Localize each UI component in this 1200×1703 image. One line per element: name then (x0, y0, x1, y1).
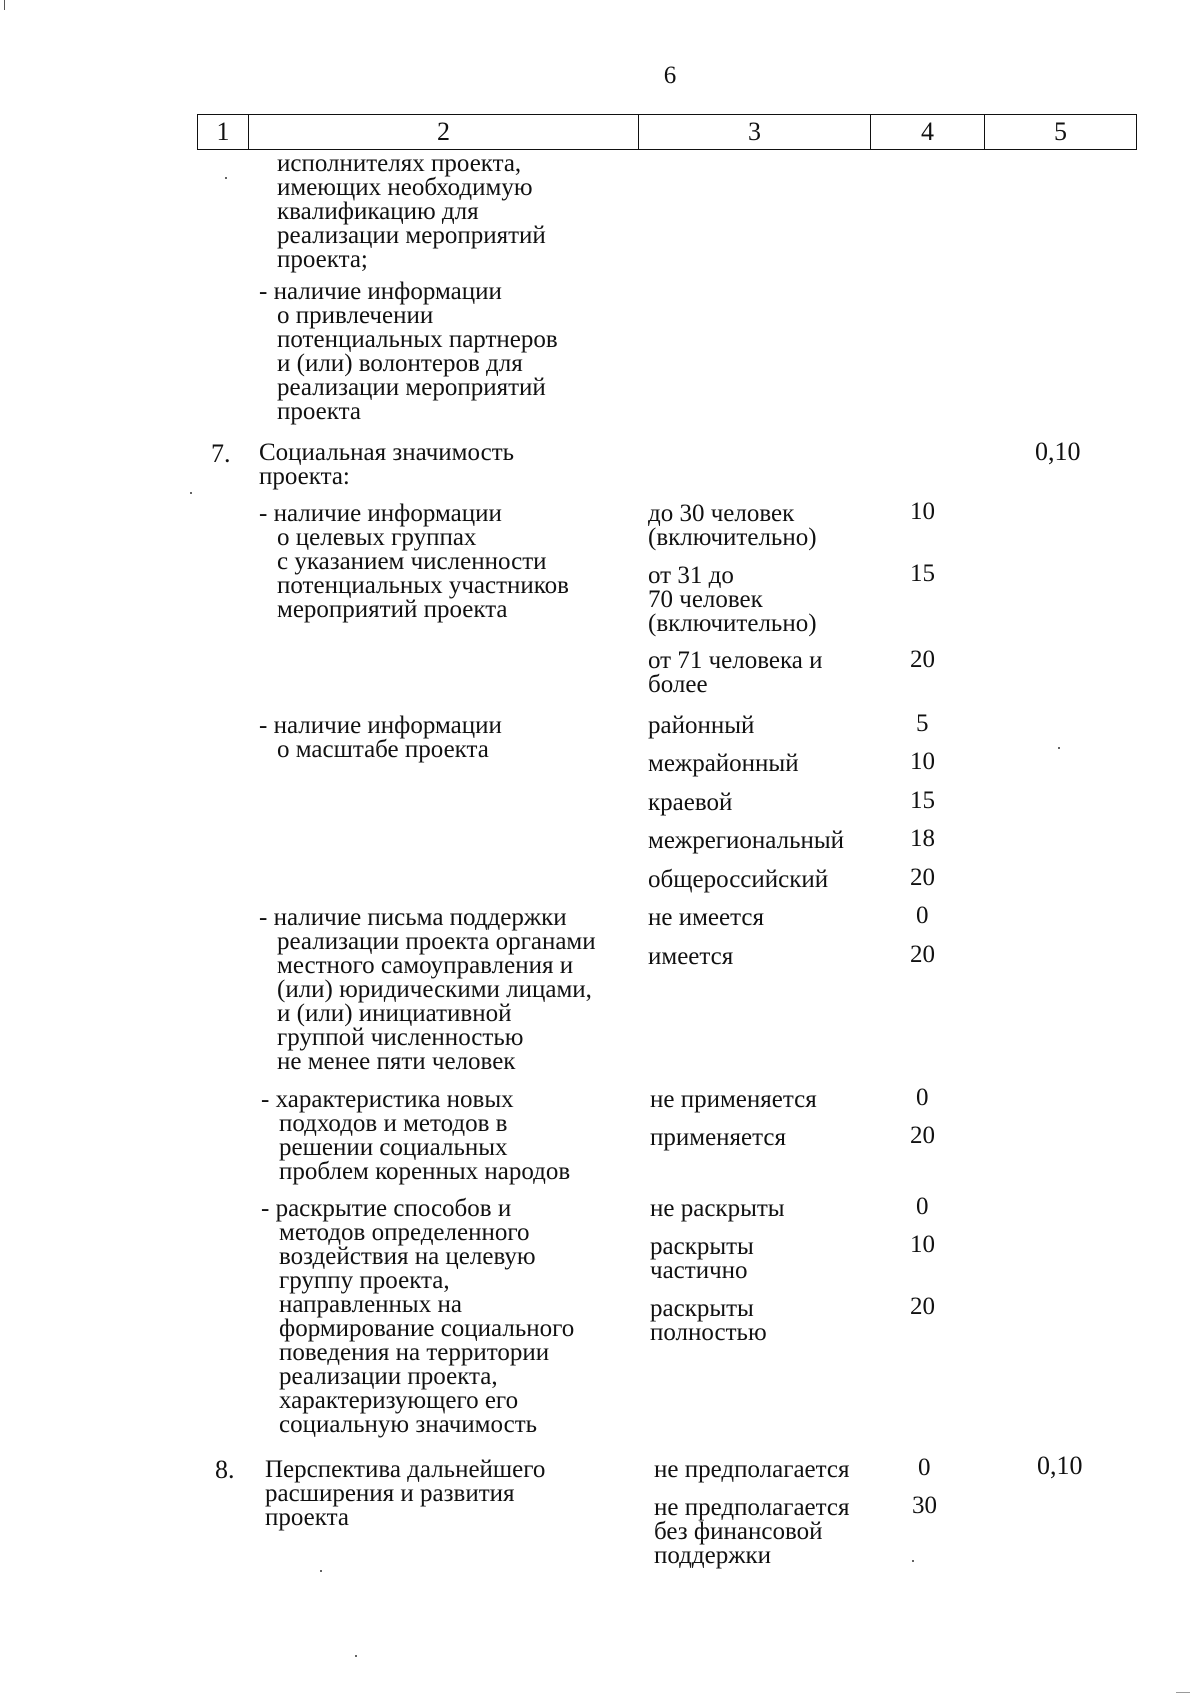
text-line: полностью (650, 1319, 767, 1346)
text-line: Социальная значимость (259, 439, 515, 466)
score: 0 (918, 1454, 931, 1481)
text-line: (включительно) (648, 610, 817, 637)
text-line: группу проекта, (279, 1267, 450, 1294)
score: 15 (910, 560, 935, 587)
criterion: не применяется (650, 1086, 817, 1113)
item-support-letter (259, 906, 596, 1074)
text-line: о привлечении (277, 302, 434, 329)
text-line: - наличие информации (259, 278, 502, 305)
criterion: межрегиональный (648, 827, 845, 854)
criterion (650, 1297, 767, 1345)
text-line: мероприятий проекта (277, 596, 508, 623)
text-line: подходов и методов в (279, 1110, 508, 1137)
text-line: решении социальных (279, 1134, 508, 1161)
text-line: с указанием численности (277, 548, 547, 575)
text-line: - наличие письма поддержки (259, 904, 567, 931)
text-line: формирование социального (279, 1315, 575, 1342)
text-line: от 71 человека и (648, 647, 823, 674)
text-line: о масштабе проекта (277, 736, 489, 763)
text-line: - раскрытие способов и (261, 1195, 512, 1222)
scan-speck (190, 492, 192, 494)
text-line: направленных на (279, 1291, 462, 1318)
criterion: районный (648, 712, 755, 739)
text-line: раскрыты (650, 1295, 754, 1322)
score: 30 (912, 1492, 937, 1519)
text-line: проекта: (259, 463, 350, 490)
text-line: группой численностью (277, 1024, 524, 1051)
header-col-5: 5 (1054, 117, 1067, 146)
text-line: 70 человек (648, 586, 763, 613)
section-7-title (259, 441, 514, 489)
score: 10 (910, 498, 935, 525)
text-line: (включительно) (648, 524, 817, 551)
text-line: - наличие информации (259, 712, 502, 739)
text-line: и (или) инициативной (277, 1000, 512, 1027)
text-line: проекта (277, 398, 361, 425)
score: 20 (910, 941, 935, 968)
criterion: не имеется (648, 904, 764, 931)
text-line: реализации проекта органами (277, 928, 596, 955)
text-line: потенциальных партнеров (277, 326, 558, 353)
text-line: поведения на территории (279, 1339, 550, 1366)
text-line: более (648, 671, 708, 698)
score: 20 (910, 864, 935, 891)
text-line: раскрыты (650, 1233, 754, 1260)
score: 0 (916, 1084, 929, 1111)
scan-speck (225, 177, 227, 179)
text-line: частично (650, 1257, 748, 1284)
score: 10 (910, 748, 935, 775)
text-line: (или) юридическими лицами, (277, 976, 592, 1003)
page-number: 6 (663, 62, 677, 89)
header-col-3: 3 (639, 115, 871, 149)
text-line: расширения и развития (265, 1480, 515, 1507)
criterion (648, 564, 817, 636)
text-line: - характеристика новых (261, 1086, 514, 1113)
criterion (648, 502, 817, 550)
score: 20 (910, 1293, 935, 1320)
item-scale (259, 714, 502, 762)
text-line: о целевых группах (277, 524, 477, 551)
score: 5 (916, 710, 929, 737)
item-partners (259, 280, 558, 424)
text-line: без финансовой (654, 1518, 823, 1545)
text-line: проекта; (277, 246, 368, 273)
score: 0 (916, 1193, 929, 1220)
text-line: от 31 до (648, 562, 734, 589)
text-line: проекта (265, 1504, 349, 1531)
text-line: и (или) волонтеров для (277, 350, 523, 377)
criterion: имеется (648, 943, 734, 970)
text-line: реализации мероприятий (277, 222, 546, 249)
table-header-row (197, 114, 1137, 150)
scan-edge-mark (1176, 1692, 1190, 1693)
text-line: Перспектива дальнейшего (265, 1456, 546, 1483)
section-7-number: 7. (211, 439, 231, 468)
scan-speck (912, 1560, 914, 1562)
score: 20 (910, 646, 935, 673)
criterion: межрайонный (648, 750, 799, 777)
item-methods (261, 1197, 574, 1437)
text-line: не раскрыты (650, 1195, 785, 1222)
criterion: общероссийский (648, 866, 829, 893)
text-line: - наличие информации (259, 500, 502, 527)
header-col-4: 4 (871, 115, 985, 149)
section-8-title (265, 1458, 545, 1530)
score: 0 (916, 902, 929, 929)
text-line: квалификацию для (277, 198, 479, 225)
criterion (648, 649, 823, 697)
section-7-weight: 0,10 (1035, 437, 1081, 466)
text-line: реализации проекта, (279, 1363, 498, 1390)
criterion (654, 1496, 849, 1568)
section-8-weight: 0,10 (1037, 1451, 1083, 1480)
score: 20 (910, 1122, 935, 1149)
text-line: методов определенного (279, 1219, 530, 1246)
scan-speck (320, 1570, 322, 1572)
criterion: краевой (648, 789, 733, 816)
scan-speck (355, 1655, 357, 1657)
margin-mark (4, 0, 5, 10)
section-8-number: 8. (215, 1455, 235, 1484)
item-new-approaches (261, 1088, 570, 1184)
header-col-1: 1 (198, 115, 249, 149)
score: 18 (910, 825, 935, 852)
text-line: местного самоуправления и (277, 952, 574, 979)
text-line: не предполагается (654, 1494, 850, 1521)
criterion (650, 1235, 754, 1283)
text-line: проблем коренных народов (279, 1158, 571, 1185)
text-line: характеризующего его (279, 1387, 519, 1414)
score: 10 (910, 1231, 935, 1258)
text-line: потенциальных участников (277, 572, 569, 599)
text-line: до 30 человек (648, 500, 795, 527)
score: 15 (910, 787, 935, 814)
text-line: имеющих необходимую (277, 174, 533, 201)
text-line: не менее пяти человек (277, 1048, 516, 1075)
text-line: не предполагается (654, 1456, 850, 1483)
text-line: поддержки (654, 1542, 771, 1569)
text-line: исполнителях проекта, (277, 150, 522, 177)
scan-speck (1058, 747, 1060, 749)
text-line: реализации мероприятий (277, 374, 546, 401)
criterion: применяется (650, 1124, 786, 1151)
header-col-2: 2 (249, 115, 639, 149)
continuation-text (277, 152, 546, 272)
criterion (654, 1458, 849, 1482)
item-target-groups (259, 502, 569, 622)
text-line: социальную значимость (279, 1411, 538, 1438)
criterion (650, 1197, 785, 1221)
text-line: воздействия на целевую (279, 1243, 536, 1270)
